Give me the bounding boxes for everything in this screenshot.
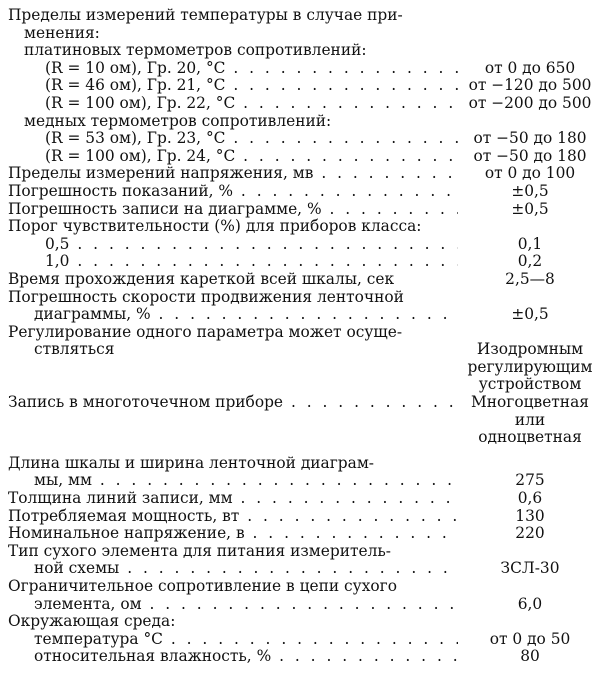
- spec-value: одноцветная: [478, 428, 582, 447]
- spec-label: ствляться: [34, 340, 115, 359]
- spec-value: от 0 до 650: [484, 58, 576, 77]
- spec-row: [8, 113, 602, 131]
- spec-label: Потребляемая мощность, вт . . .: [8, 508, 458, 526]
- spec-value: устройством: [478, 375, 582, 394]
- spec-row: [8, 394, 602, 412]
- spec-row: [8, 201, 602, 219]
- spec-label: Порог чувствительности (%) для приборов класса:: [8, 217, 422, 236]
- spec-label: диаграммы, % . . .: [8, 306, 458, 324]
- spec-value: 220: [515, 524, 545, 543]
- spec-label: температура °С . . .: [8, 631, 458, 649]
- spec-label: Длина шкалы и ширина ленточной диаграм-: [8, 453, 374, 472]
- spec-row: [8, 508, 602, 526]
- spec-row: [8, 341, 602, 359]
- spec-row: [8, 77, 602, 95]
- spec-value: от 0 до 100: [484, 164, 576, 183]
- spec-label: Запись в многоточечном приборе . . .: [8, 394, 458, 412]
- spec-value: 2,5—8: [505, 269, 555, 288]
- spec-label: элемента, ом . . .: [8, 596, 458, 614]
- spec-label: 0,5 . . .: [8, 236, 458, 254]
- spec-row: [8, 253, 602, 271]
- spec-row: [8, 578, 602, 596]
- spec-value: 0,1: [517, 234, 543, 253]
- spec-label: (R = 10 ом), Гр. 20, °С . . .: [8, 60, 458, 78]
- spec-label: (R = 53 ом), Гр. 23, °С . . .: [8, 130, 458, 148]
- spec-label: (R = 46 ом), Гр. 21, °С . . .: [8, 77, 458, 95]
- spec-row: [8, 271, 602, 289]
- spec-row: [8, 165, 602, 183]
- spec-row: [8, 631, 602, 649]
- spec-label: медных термометров сопротивлений:: [24, 111, 332, 130]
- spec-label: Время прохождения кареткой всей шкалы, сек: [8, 269, 395, 288]
- spec-row: [8, 455, 602, 473]
- spec-label: Погрешность показаний, % . . .: [8, 183, 458, 201]
- spec-row: [8, 376, 602, 394]
- spec-value: ±0,5: [511, 305, 549, 324]
- spec-value: регулирующим: [467, 357, 593, 376]
- spec-row: [8, 236, 602, 254]
- spec-value: 275: [515, 471, 545, 490]
- spec-value: ±0,5: [511, 181, 549, 200]
- spec-value: или: [514, 410, 546, 429]
- spec-row: [8, 289, 602, 307]
- spec-row: [8, 306, 602, 324]
- spec-value: Многоцветная: [471, 393, 589, 412]
- spec-label: 1,0 . . .: [8, 253, 458, 271]
- spec-row: [8, 560, 602, 578]
- spec-row: [8, 648, 602, 666]
- spec-row: [8, 42, 602, 60]
- spec-label: Регулирование одного параметра может осуще-: [8, 322, 403, 341]
- spec-row: [8, 7, 602, 25]
- spec-value: от −120 до 500: [468, 76, 592, 95]
- spec-value: 0,2: [517, 252, 543, 271]
- spec-row: [8, 359, 602, 377]
- spec-row: [8, 324, 602, 342]
- spec-row: [8, 429, 602, 447]
- spec-value: от −50 до 180: [473, 146, 587, 165]
- spec-row: [8, 543, 602, 561]
- spec-label: (R = 100 ом), Гр. 22, °С . . .: [8, 95, 458, 113]
- spec-label: платиновых термометров сопротивлений:: [24, 41, 367, 60]
- spec-value: ±0,5: [511, 199, 549, 218]
- spec-value: 6,0: [517, 594, 543, 613]
- spec-row: [8, 596, 602, 614]
- spec-label: Пределы измерений напряжения, мв . . .: [8, 165, 458, 183]
- spec-row: [8, 472, 602, 490]
- spec-row: [8, 525, 602, 543]
- spec-row: [8, 148, 602, 166]
- spec-value: от −50 до 180: [473, 129, 587, 148]
- spec-row: [8, 490, 602, 508]
- spec-value: 0,6: [517, 489, 543, 508]
- spec-value: 80: [520, 647, 540, 666]
- spec-label: менения:: [24, 23, 100, 42]
- spec-row: [8, 412, 602, 430]
- spec-label: мы, мм . . .: [8, 472, 458, 490]
- spec-value: Изодромным: [476, 340, 584, 359]
- spec-label: Тип сухого элемента для питания измеритель-: [8, 541, 391, 560]
- spec-label: (R = 100 ом), Гр. 24, °С . . .: [8, 148, 458, 166]
- spec-label: ной схемы . . .: [8, 560, 458, 578]
- spec-row: [8, 613, 602, 631]
- spec-label: Толщина линий записи, мм . . .: [8, 490, 458, 508]
- spec-row: [8, 130, 602, 148]
- spec-row: [8, 95, 602, 113]
- spec-value: 130: [515, 506, 545, 525]
- spec-value: от 0 до 50: [489, 629, 571, 648]
- spec-label: относительная влажность, % . . .: [8, 648, 458, 666]
- spec-value: ЗСЛ-30: [500, 559, 560, 578]
- spec-row: [8, 218, 602, 236]
- spec-label: Номинальное напряжение, в . . .: [8, 525, 458, 543]
- spec-label: Окружающая среда:: [8, 612, 176, 631]
- spec-row: [8, 25, 602, 43]
- spec-value: от −200 до 500: [468, 93, 592, 112]
- spec-row: [8, 183, 602, 201]
- spec-label: Погрешность записи на диаграмме, % . . .: [8, 201, 458, 219]
- spec-label: Погрешность скорости продвижения ленточной: [8, 287, 404, 306]
- spec-row: [8, 60, 602, 78]
- spec-label: Пределы измерений температуры в случае при-: [8, 6, 403, 24]
- spec-label: Ограничительное сопротивление в цепи сухого: [8, 577, 397, 595]
